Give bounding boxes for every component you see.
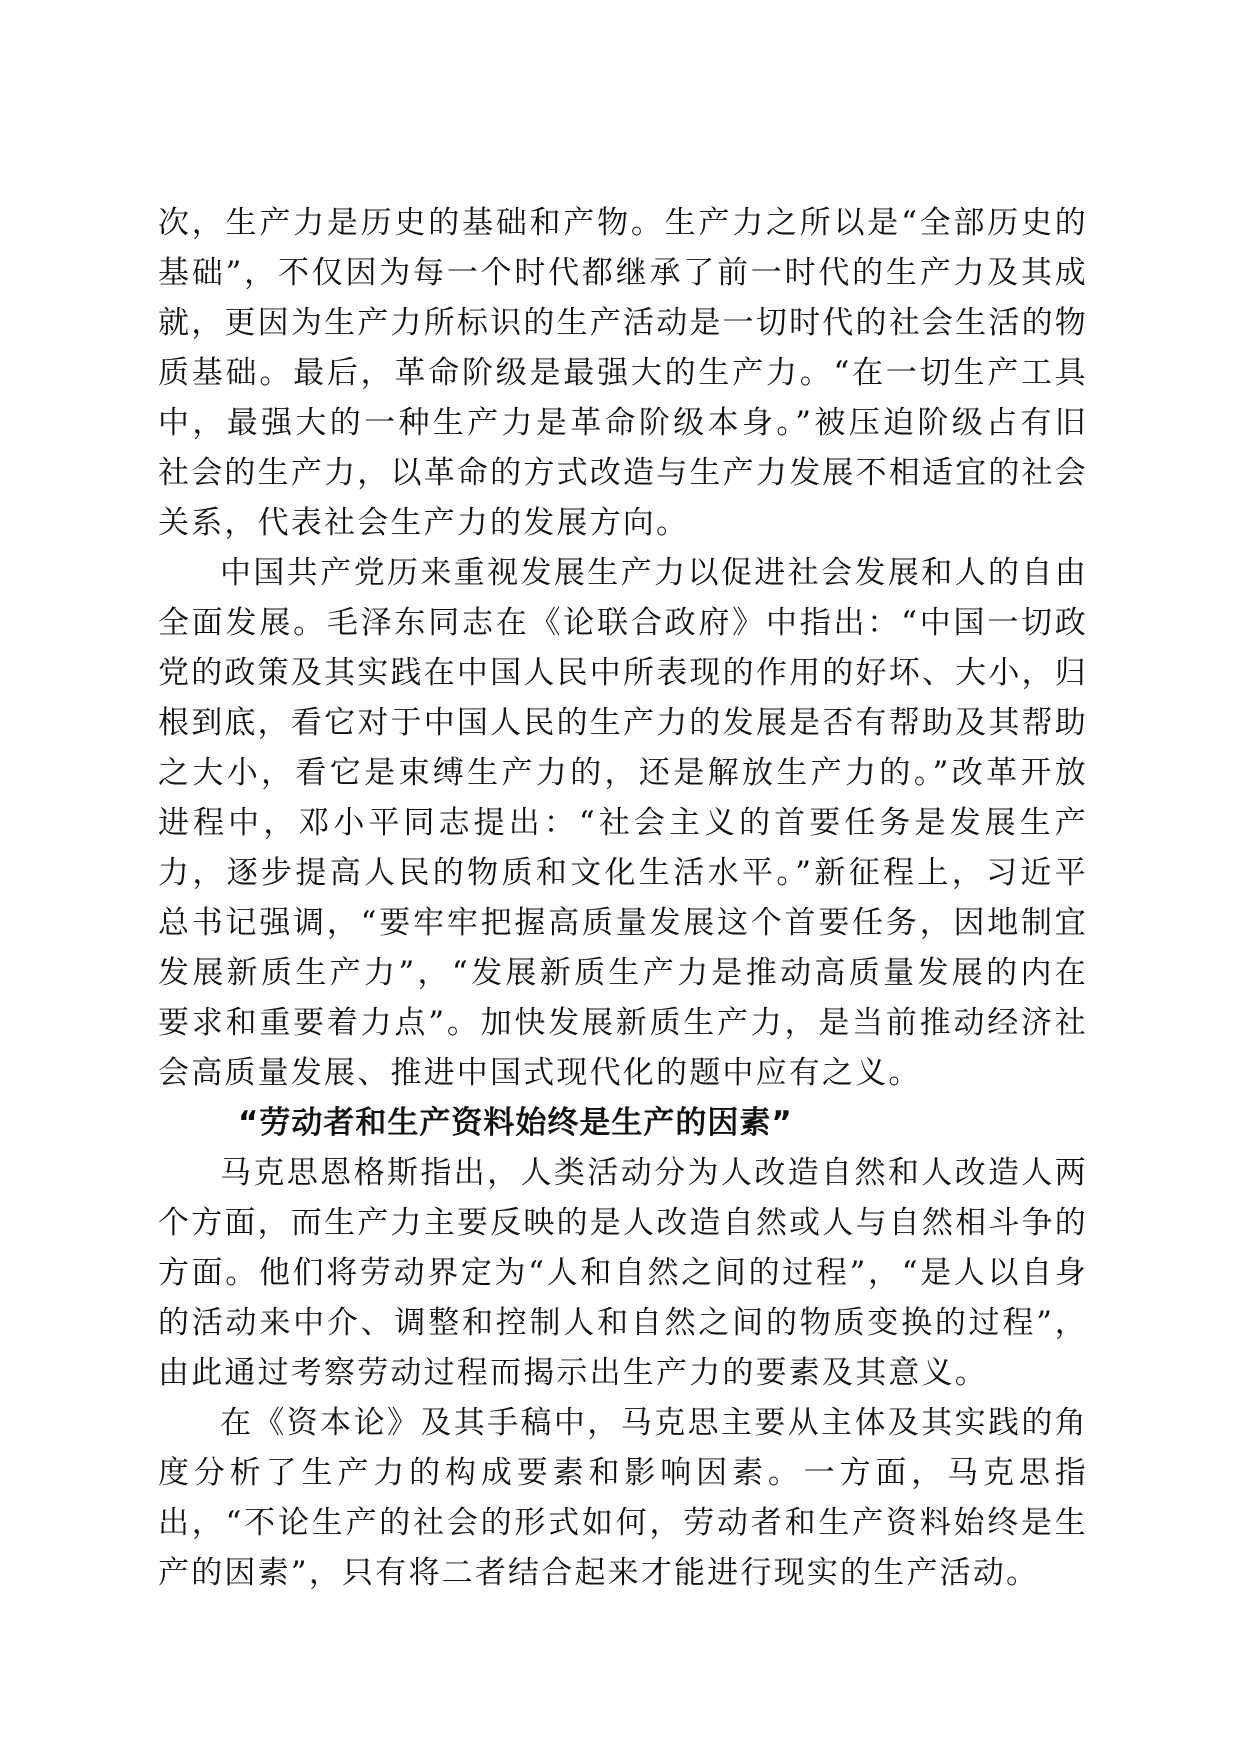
- paragraph-cpc-productivity: 中国共产党历来重视发展生产力以促进社会发展和人的自由全面发展。毛泽东同志在《论联合政府》中指出：“中国一切政党的政策及其实践在中国人民中所表现的作用的好坏、大小，归根到底，看它对于中国人民的生产力的发展是否有帮助及其帮助之大小，看它是束缚生产力的，还是解放生产力的。”改革开放进程中，邓小平同志提出：“社会主义的首要任务是发展生产力，逐步提高人民的物质和文化生活水平。”新征程上，习近平总书记强调，“要牢牢把握高质量发展这个首要任务，因地制宜发展新质生产力”，“发展新质生产力是推动高质量发展的内在要求和重要着力点”。加快发展新质生产力，是当前推动经济社会高质量发展、推进中国式现代化的题中应有之义。: [158, 555, 1088, 1091]
- paragraph-capital-analysis: 在《资本论》及其手稿中，马克思主要从主体及其实践的角度分析了生产力的构成要素和影响因素。一方面，马克思指出，“不论生产的社会的形式如何，劳动者和生产资料始终是生产的因素”，只有将二者结合起来才能进行现实的生产活动。: [158, 1405, 1088, 1591]
- paragraph-marx-engels-labor: 马克思恩格斯指出，人类活动分为人改造自然和人改造人两个方面，而生产力主要反映的是人改造自然或人与自然相斗争的方面。他们将劳动界定为“人和自然之间的过程”，“是人以自身的活动来中介、调整和控制人和自然之间的物质变换的过程”，由此通过考察劳动过程而揭示出生产力的要素及其意义。: [158, 1155, 1088, 1391]
- document-page: [158, 198, 1088, 1598]
- paragraph-continuation: 次，生产力是历史的基础和产物。生产力之所以是“全部历史的基础”，不仅因为每一个时代都继承了前一时代的生产力及其成就，更因为生产力所标识的生产活动是一切时代的社会生活的物质基础。最后，革命阶级是最强大的生产力。“在一切生产工具中，最强大的一种生产力是革命阶级本身。”被压迫阶级占有旧社会的生产力，以革命的方式改造与生产力发展不相适宜的社会关系，代表社会生产力的发展方向。: [158, 205, 1088, 541]
- section-heading: “劳动者和生产资料始终是生产的因素”: [238, 1105, 793, 1141]
